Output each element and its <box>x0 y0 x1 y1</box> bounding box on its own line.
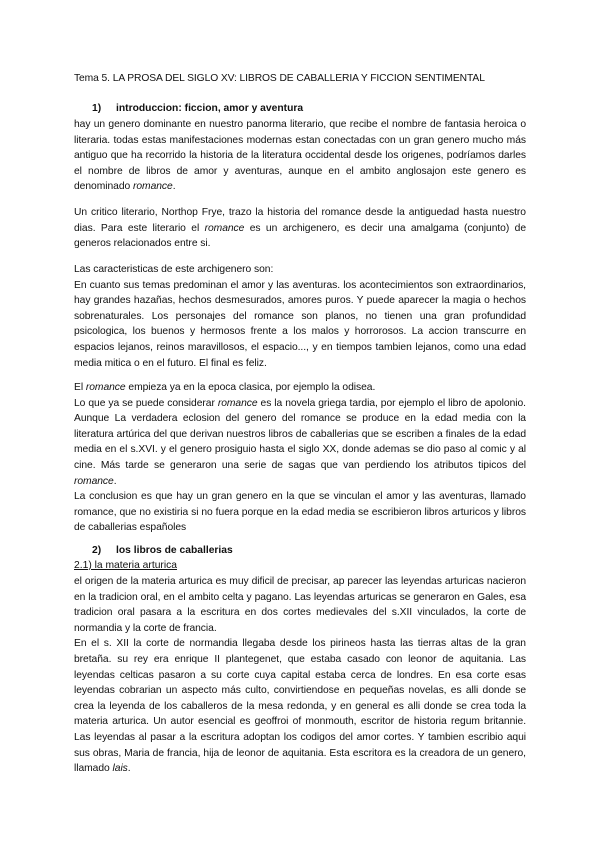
section-1-paragraph-3 <box>74 262 526 371</box>
section-1-title: introduccion: ficcion, amor y aventura <box>116 103 304 114</box>
romance-term: romance <box>133 181 173 193</box>
section-1-paragraph-1: hay un genero dominante en nuestro panorma literario, que recibe el nombre de fantasia heroica o literaria. todas estas manifestaciones modernas estan conectadas con un gran genero mucho más antiguo que ha recorrido la historia de la literatura occidental desde los origenes, podríamos darles el nombre de libros de amor y aventuras, aunque en el ambito anglosajon este genero es denominado romance. <box>74 119 526 193</box>
section-2-paragraph-1: el origen de la materia arturica es muy dificil de precisar, ap parecer las leyendas arturicas nacieron en la tradicion oral, en el ambito celta y pagano. Las leyendas arturicas se generaron en Gales, esa tradicion oral pasara a la escritura en dos cortes medievales del s.XII vinculados, la corte de normandia y la corte de francia. En el s. XII la corte de normandia llegaba desde los pirineos hasta las tierras altas de la gran bretaña. su rey era enrique II plantegenet, que estaba casado con leonor de aquitania. Las leyendas celticas pasaron a su corte cuya capital estaba cerca de londres. En esa corte esas leyendas cobrarian un aspecto más culto, convirtiendose en pequeñas novelas, es alli donde se crea la leyenda de los caballeros de la mesa redonda, y en general es alli donde se crea toda la materia arturica. Un autor esencial es geoffroi of monmouth, escritor de historia regum britannie. Las leyendas al pasar a la escritura adoptan los codigos del amor cortes. Y tambien escribio aqui sus obras, Maria de francia, hija de leonor de aquitania. Esta escritora es la creadora de un genero, llamado lais. <box>74 576 526 775</box>
lais-term: lais <box>112 763 128 775</box>
subsection-2-1-heading: 2.1) la materia arturica <box>74 560 178 571</box>
romance-term: romance <box>217 397 258 409</box>
section-1-number: 1) <box>92 103 102 114</box>
romance-term: romance <box>74 475 114 487</box>
characteristics-body: En cuanto sus temas predominan el amor y las aventuras. los acontecimientos son extraordinarios, hay grandes hazañas, hechos desmesurados, amores puros. Y puede aparecer la magia o hechos sobrenaturales. Los personajes del romance son planos, no tienen una gran profundidad psicologica, los buenos y hermosos frente a los malos y horrorosos. La accion transcurre en espacios lejanos, reinos maravillosos, el espacio..., y en tiempos tambien lejanos, como una edad media mitica o en el futuro. El final es feliz. <box>74 279 526 369</box>
characteristics-intro: Las caracteristicas de este archigenero son: <box>74 264 274 275</box>
section-1-conclusion: La conclusion es que hay un gran genero en la que se vinculan el amor y las aventuras, llamado romance, que no existiria si no fuera porque en la edad media se escribieron libros arturicos y libros de caballerias españoles <box>74 491 526 534</box>
section-2-heading <box>92 543 233 559</box>
section-1-heading <box>92 101 303 117</box>
section-2-number: 2) <box>92 545 102 556</box>
romance-term: romance <box>85 382 126 393</box>
section-2-title: los libros de caballerias <box>116 545 233 556</box>
section-1-paragraph-2: Un critico literario, Northop Frye, trazo la historia del romance desde la antiguedad hasta nuestro dias. Para este literario el romance es un archigenero, es decir una amalgama (conjunto) de generos relacionados entre si. <box>74 207 526 250</box>
romance-term: romance <box>204 222 245 234</box>
document-title: Tema 5. LA PROSA DEL SIGLO XV: LIBROS DE CABALLERIA Y FICCION SENTIMENTAL <box>74 73 485 84</box>
section-1-paragraph-4: El romance empieza ya en la epoca clasica, por ejemplo la odisea. Lo que ya se puede considerar romance es la novela griega tardia, por ejemplo el libro de apolonio. Aunque La verdadera eclosion del genero del romance se produce en la edad media con la literatura artúrica del que derivan nuestros libros de caballerias que se escriben a finales de la edad media en el s.XVI. y el genero prosiguio hasta el siglo XX, donde ademas se dio paso al comic y al cine. Más tarde se generaron una serie de sagas que van perdiendo los atributos tipicos del romance. La conclusion es que hay un gran genero en la que se vinculan el amor y las aventuras, llamado romance, que no existiria si no fuera porque en la edad media se escribieron libros arturicos y libros de caballerias españoles <box>74 380 526 536</box>
